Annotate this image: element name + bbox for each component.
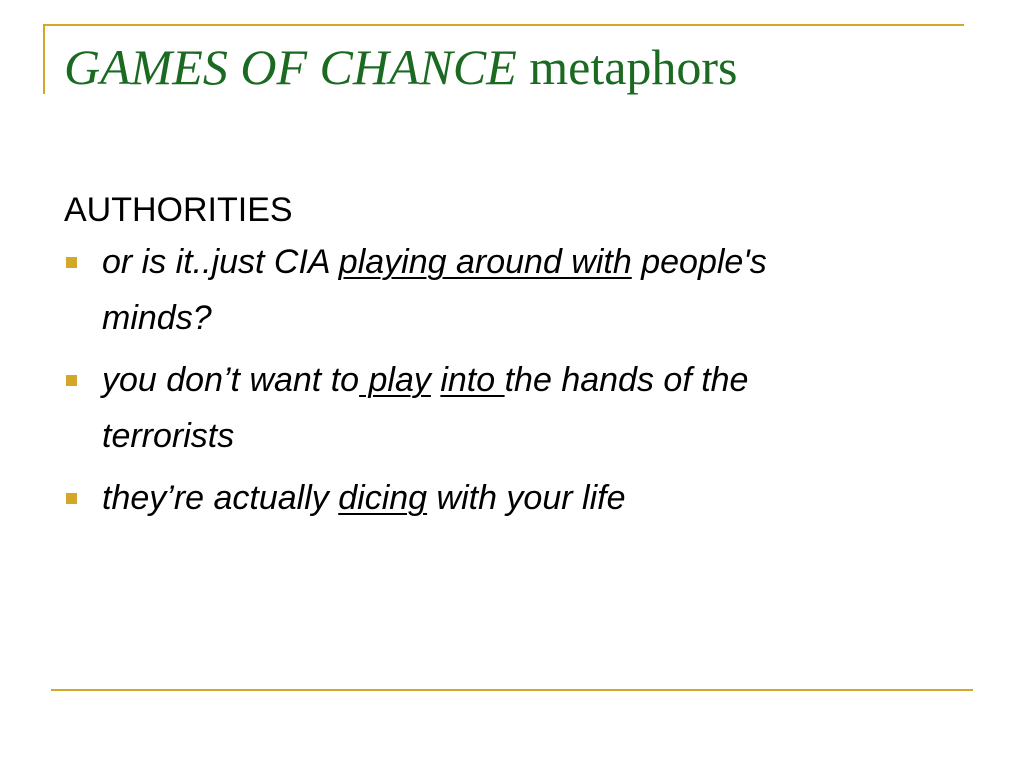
bullet-text: the hands of the	[504, 361, 749, 399]
square-bullet-icon	[66, 493, 77, 504]
bullet-text: or is it..just CIA	[102, 243, 339, 281]
bullet-continuation: minds?	[102, 299, 212, 337]
bullet-text	[431, 361, 440, 399]
frame-left-rule	[43, 24, 45, 94]
slide-title-rest: metaphors	[516, 39, 738, 95]
slide-body	[64, 186, 944, 532]
bullet-list	[64, 234, 944, 526]
bullet-text: people's	[631, 243, 767, 281]
frame-top-rule	[43, 24, 964, 26]
bullet-item	[64, 352, 944, 464]
bullet-text: with your life	[427, 479, 626, 517]
bullet-item	[64, 470, 944, 526]
bullet-text: they’re actually	[102, 479, 339, 517]
slide-title-italic: GAMES OF CHANCE	[64, 39, 517, 95]
frame-bottom-rule	[51, 689, 973, 691]
section-heading: AUTHORITIES	[64, 191, 293, 229]
underlined-phrase: into	[440, 361, 505, 399]
underlined-phrase: playing around with	[338, 243, 632, 281]
bullet-text: you don’t want to	[102, 361, 360, 399]
slide-title	[64, 40, 738, 95]
underlined-phrase: dicing	[338, 479, 428, 517]
square-bullet-icon	[66, 375, 77, 386]
underlined-phrase: play	[359, 361, 431, 399]
bullet-item	[64, 234, 944, 346]
square-bullet-icon	[66, 257, 77, 268]
bullet-continuation: terrorists	[102, 417, 235, 455]
